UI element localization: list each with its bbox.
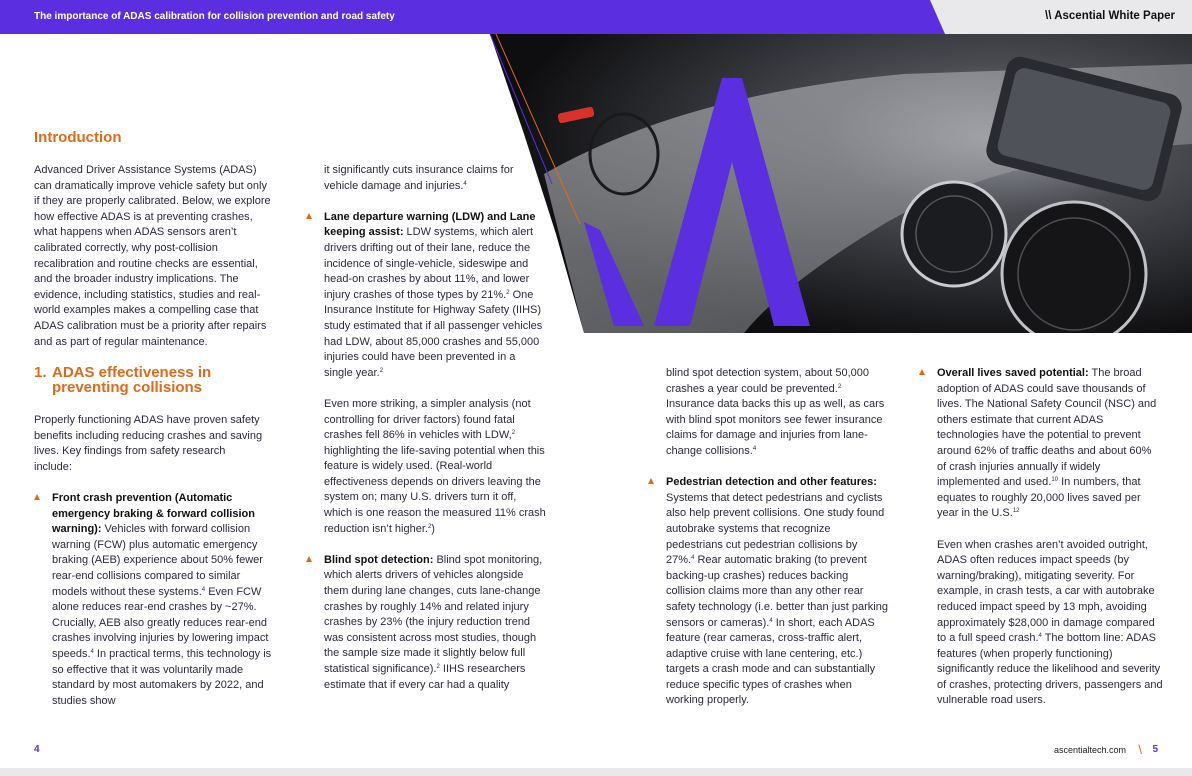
footnote-ref: 4 xyxy=(201,586,206,593)
bottom-strip xyxy=(0,768,1192,776)
paragraph-text: Even more striking, a simpler analysis (not controlling for driver factors) found fatal crashes fell 86% in vehicles with LDW, xyxy=(324,397,531,442)
intro-heading: Introduction xyxy=(34,129,122,146)
car-dashboard-with-logo-image xyxy=(484,34,1192,333)
footnote-ref: 4 xyxy=(90,648,94,655)
lives-paragraph xyxy=(919,538,1163,710)
section-intro xyxy=(34,413,264,491)
header-bar xyxy=(0,0,1192,34)
paragraph-text: ) xyxy=(431,522,435,535)
paragraph-text: highlighting the life-saving potential when this feature is widely used. (Real-world effectiveness depends on drivers leaving the system on; many U.S. drivers turn it off, which is one reason the measured 11% crash reduction isn’t higher. xyxy=(324,444,546,535)
intro-text: Advanced Driver Assistance Systems (ADAS) can dramatically improve vehicle safety but only if they are properly calibrated. Below, we explore how effective ADAS is at preventing crashes, what happens when ADAS sensors aren’t calibrated correctly, why post-collision recalibration and routine checks are essential, and the broader industry implications. The evidence, including statistics, studies and real-world examples makes a compelling case that ADAS calibration must be a priority after repairs and as part of regular maintenance. xyxy=(34,164,271,348)
triangle-bullet-icon xyxy=(648,478,654,484)
bullet-text: IIHS researchers estimate that if every car had a quality xyxy=(324,663,526,691)
bullet-text: Even FCW alone reduces rear-end crashes by ~27%. Crucially, AEB also greatly reduces rear-end crashes involving injuries by lowering impact speeds. xyxy=(52,585,269,660)
bullet-fcw xyxy=(34,491,274,709)
footnote-ref: 2 xyxy=(837,383,842,390)
footnote-ref: 2 xyxy=(436,664,440,670)
bullet-title: Overall lives saved potential: xyxy=(937,367,1089,379)
bullet-bsd-continued xyxy=(648,366,888,460)
footnote-ref: 2 xyxy=(506,289,510,296)
bullet-text: Insurance data backs this up as well, as cars with blind spot monitors see fewer insurance claims for damage and injuries from lane-change collisions. xyxy=(666,398,885,457)
section-title: ADAS effectiveness in preventing collisions xyxy=(52,364,212,396)
ldw-paragraph xyxy=(306,397,546,537)
column-4 xyxy=(919,366,1163,709)
bullet-text: Vehicles with forward collision warning (FCW) plus automatic emergency braking (AEB) experience about 50% fewer rear-end collisions compared to similar models without these systems. xyxy=(52,523,263,598)
page-number-right: 5 xyxy=(1152,744,1158,755)
header-title: The importance of ADAS calibration for collision prevention and road safety xyxy=(34,11,395,22)
list-item xyxy=(919,366,1163,522)
footnote-ref: 4 xyxy=(769,617,773,624)
website-link[interactable]: ascentialtech.com xyxy=(1053,745,1126,755)
list-item xyxy=(306,210,546,382)
column-2 xyxy=(306,163,546,693)
bullet-title: Pedestrian detection and other features: xyxy=(666,476,877,489)
triangle-bullet-icon xyxy=(34,494,40,500)
footnote-ref: 12 xyxy=(1012,508,1020,515)
bullet-text: The broad adoption of ADAS could save thousands of lives. The National Safety Council (NSC) and others estimate that current ADAS technologies have the potential to prevent around 62% of traffic deaths and about 60% of crash injuries annually if widely implemented and used. xyxy=(937,367,1157,489)
footnote-ref: 4 xyxy=(691,555,695,562)
bullet-text: One Insurance Institute for Highway Safety (IIHS) study estimated that if all passenger vehicles had LDW, about 85,000 crashes and 55,000 injuries could have been prevented in a single year. xyxy=(324,288,543,379)
bullet-text: Rear automatic braking (to prevent backing-up crashes) reduces backing collision claims more than any other rear safety technology (i.e. better than just parking sensors or cameras). xyxy=(666,554,888,629)
bullet-text: In numbers, that equates to roughly 20,000 lives saved per year in the U.S. xyxy=(937,476,1141,520)
footnote-ref: 10 xyxy=(1051,477,1059,484)
bullet-text: it significantly cuts insurance claims for vehicle damage and injuries. xyxy=(324,164,514,192)
triangle-bullet-icon xyxy=(919,369,925,375)
bullet-text: Blind spot monitoring, which alerts drivers of vehicles alongside them during lane changes, cuts lane-change crashes by roughly 14% and related injury crashes by 23% (the injury reduction trend was consistent across most studies, though the sample size made it slightly below full statistical significance). xyxy=(324,553,543,675)
section-intro-text: Properly functioning ADAS have proven safety benefits including reducing crashes and saving lives. Key findings from safety research include: xyxy=(34,414,263,473)
slash-divider-icon: \ xyxy=(1138,742,1142,757)
page-number-left: 4 xyxy=(34,744,40,755)
brand-label: \\ Ascential White Paper xyxy=(1045,10,1175,22)
bullet-title: Lane departure warning (LDW) and Lane keeping assist: xyxy=(324,210,536,239)
footnote-ref: 4 xyxy=(463,180,467,187)
bullet-text: In short, each ADAS feature (rear cameras, cross-traffic alert, adaptive cruise with lane centering, etc.) targets a crash mode and can substantially reduce specific types of crashes when working properly. xyxy=(666,616,876,707)
triangle-bullet-icon xyxy=(306,556,312,562)
footnote-ref: 2 xyxy=(427,523,432,530)
section-number: 1. xyxy=(34,364,47,381)
paragraph-text: The bottom line: ADAS features (when properly functioning) significantly reduce the likelihood and severity of crashes, protecting drivers, passengers and vulnerable road users. xyxy=(937,632,1163,707)
triangle-bullet-icon xyxy=(306,213,312,219)
column-3 xyxy=(648,366,888,709)
footnote-ref: 2 xyxy=(379,367,383,374)
bullet-fcw-continued xyxy=(306,163,546,194)
intro-paragraph xyxy=(34,163,274,366)
bullet-text: blind spot detection system, about 50,000 crashes a year could be prevented. xyxy=(666,367,870,395)
bullet-text: Systems that detect pedestrians and cyclists also help prevent collisions. One study found autobrake systems that recognize pedestrians cut pedestrian collisions by 27%. xyxy=(666,491,885,567)
footnote-ref: 2 xyxy=(511,430,516,437)
bullet-title: Blind spot detection: xyxy=(324,553,434,566)
footnote-ref: 4 xyxy=(1038,633,1042,640)
list-item xyxy=(34,491,274,709)
bullet-text: LDW systems, which alert drivers drifting out of their lane, reduce the incidence of single-vehicle, sideswipe and head-on crashes by about 11%, and lower injury crashes of those types by 21%. xyxy=(324,226,534,301)
paragraph-text: Even when crashes aren’t avoided outright, ADAS often reduces impact speeds (by warning/braking), mitigating severity. For example, in crash tests, a car with autobrake reduced impact speed by 13 mph, avoiding approximately $28,000 in damage compared to a full speed crash. xyxy=(937,538,1155,645)
list-item xyxy=(306,553,546,693)
footnote-ref: 4 xyxy=(752,445,757,452)
bullet-title: Front crash prevention (Automatic emergency braking & forward collision warning): xyxy=(52,492,255,536)
list-item xyxy=(648,475,888,709)
bullet-text: In practical terms, this technology is so effective that it was voluntarily made standard by most automakers by 2022, and studies show xyxy=(52,647,272,707)
